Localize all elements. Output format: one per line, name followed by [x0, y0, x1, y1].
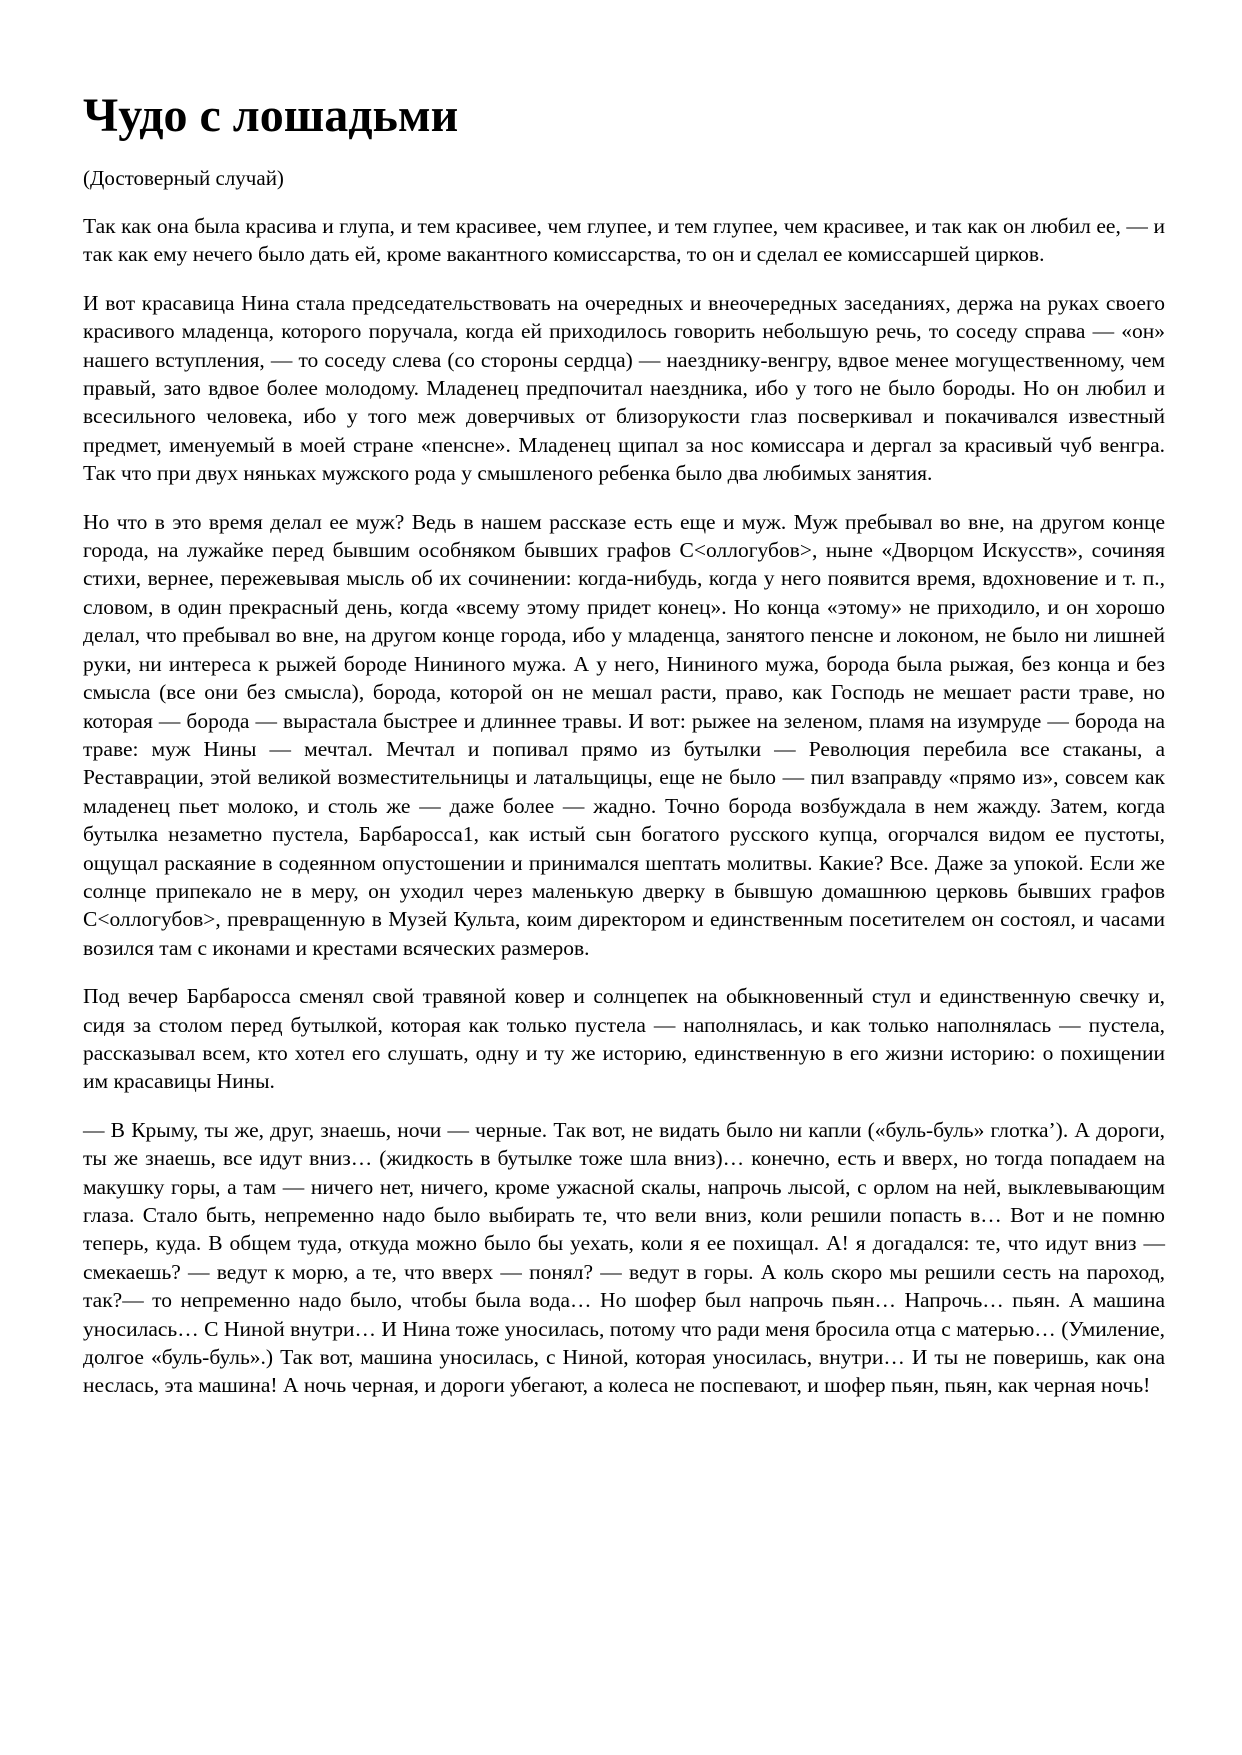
paragraph-5: — В Крыму, ты же, друг, знаешь, ночи — черные. Так вот, не видать было ни капли («буль-буль» глотка’). А дороги, ты же знаешь, все идут вниз… (жидкость в бутылке тоже шла вниз)… конечно, есть и вверх, но тогда попадаем на макушку горы, а там — ничего нет, ничего, кроме ужасной скалы, напрочь лысой, с орлом на ней, выклевывающим глаза. Стало быть, непременно надо было выбирать те, что вели вниз, коли решили попасть в… Вот и не помню теперь, куда. В общем туда, откуда можно было бы уехать, коли я ее похищал. А! я догадался: те, что идут вниз — смекаешь? — ведут к морю, а те, что вверх — понял? — ведут в горы. А коль скоро мы решили сесть на пароход, так?— то непременно надо было, чтобы была вода… Но шофер был напрочь пьян… Напрочь… пьян. А машина уносилась… С Ниной внутри… И Нина тоже уносилась, потому что ради меня бросила отца с матерью… (Умиление, долгое «буль-буль».) Так вот, машина уносилась, с Ниной, которая уносилась, внутри… И ты не поверишь, как она неслась, эта машина! А ночь черная, и дороги убегают, а колеса не поспевают, и шофер пьян, пьян, как черная ночь! — [83, 1117, 1165, 1398]
paragraph-1: Так как она была красива и глупа, и тем красивее, чем глупее, и тем глупее, чем красивее, и так как он любил ее, — и так как ему нечего было дать ей, кроме вакантного комиссарства, то он и сделал ее комиссаршей цирков. — [83, 214, 1165, 267]
paragraph-4: Под вечер Барбаросса сменял свой травяной ковер и солнцепек на обыкновенный стул и единственную свечку и, сидя за столом перед бутылкой, которая как только пустела — наполнялась, и как только наполнялась — пустела, рассказывал всем, кто хотел его слушать, одну и ту же историю, единственную в его жизни историю: о похищении им красавицы Нины. — [83, 984, 1165, 1094]
paragraph-2: И вот красавица Нина стала председательствовать на очередных и внеочередных заседаниях, держа на руках своего красивого младенца, которого поручала, когда ей приходилось говорить небольшую речь, то соседу справа — «он» нашего вступления, — то соседу слева (со стороны сердца) — наезднику-венгру, вдвое менее могущественному, чем правый, зато вдвое более молодому. Младенец предпочитал наездника, ибо у того не было бороды. Но он любил и всесильного человека, ибо у того меж доверчивых от близорукости глаз посверкивал и покачивался известный предмет, именуемый в моей стране «пенсне». Младенец щипал за нос комиссара и дергал за красивый чуб венгра. Так что при двух няньках мужского рода у смышленого ребенка было два любимых занятия. — [83, 290, 1165, 486]
page-title: Чудо с лошадьми — [83, 89, 459, 142]
paragraph-3: Но что в это время делал ее муж? Ведь в нашем рассказе есть еще и муж. Муж пребывал во вне, на другом конце города, на лужайке перед бывшим особняком бывших графов С<оллогубов>, ныне «Дворцом Искусств», сочиняя стихи, вернее, пережевывая мысль об их сочинении: когда-нибудь, когда у него появится время, вдохновение и т. п., словом, в один прекрасный день, когда «всему этому придет конец». Но конца «этому» не приходило, и он хорошо делал, что пребывал во вне, на другом конце города, ибо у младенца, занятого пенсне и локоном, не было ни лишней руки, ни интереса к рыжей бороде Нининого мужа. А у него, Нининого мужа, борода была рыжая, без конца и без смысла (все они без смысла), борода, которой он не мешал расти, право, как Господь не мешает расти траве, но которая — борода — вырастала быстрее и длиннее травы. И вот: рыжее на зеленом, пламя на изумруде — борода на траве: муж Нины — мечтал. Мечтал и попивал прямо из бутылки — Революция перебила все стаканы, а Реставрации, этой великой возместительницы и латальщицы, еще не было — пил взаправду «прямо из», совсем как младенец пьет молоко, и столь же — даже более — жадно. Точно борода возбуждала в нем жажду. Затем, когда бутылка незаметно пустела, Барбаросса1, как истый сын богатого русского купца, огорчался видом ее пустоты, ощущал раскаяние в содеянном опустошении и принимался шептать молитвы. Какие? Все. Даже за упокой. Если же солнце припекало не в меру, он уходил через маленькую дверку в бывшую домашнюю церковь бывших графов С<оллогубов>, превращенную в Музей Культа, коим директором и единственным посетителем он состоял, и часами возился там с иконами и крестами всяческих размеров. — [83, 509, 1165, 960]
page-subtitle: (Достоверный случай) — [83, 166, 284, 190]
document-page — [83, 88, 1165, 1420]
